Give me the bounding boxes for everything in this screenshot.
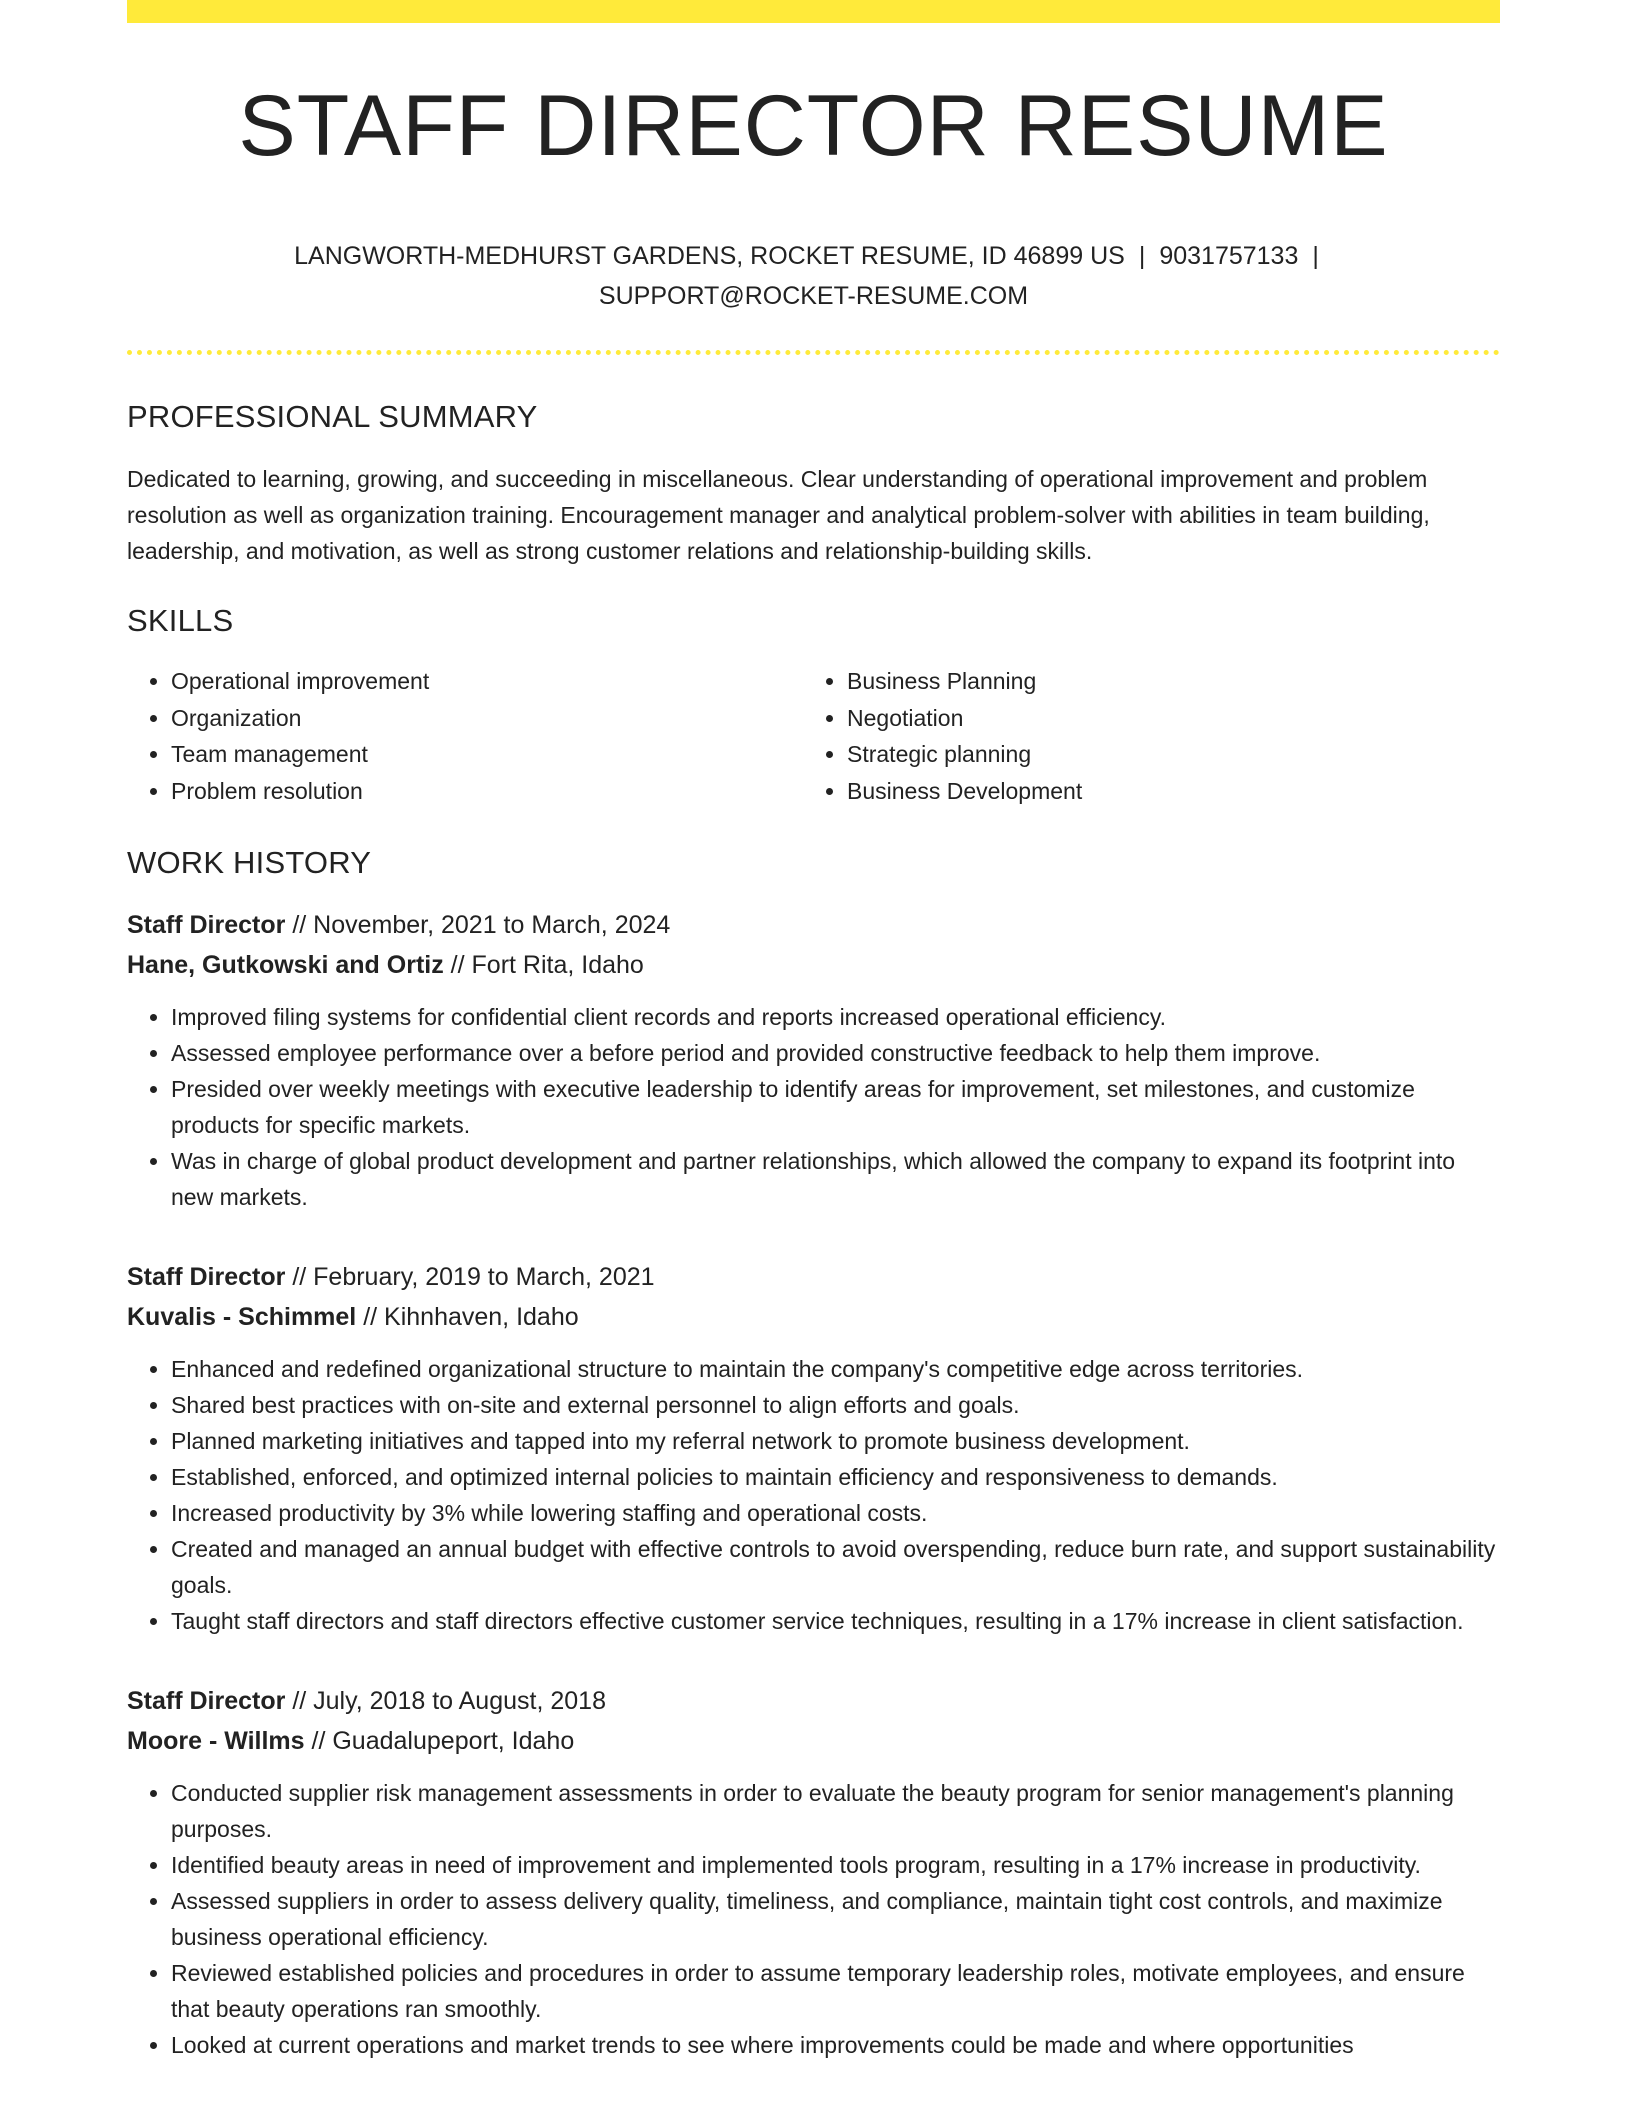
job-bullet: • Created and managed an annual budget with effective controls to avoid overspending, reduce burn rate, and support sustainability goals. [171, 1531, 1500, 1603]
dotted-divider [127, 350, 1500, 355]
job-bullet: • Increased productivity by 3% while lowering staffing and operational costs. [171, 1495, 1500, 1531]
job-dates: // February, 2019 to March, 2021 [285, 1263, 655, 1291]
skill-item: • Organization [171, 700, 803, 737]
job-bullet: • Looked at current operations and market trends to see where improvements could be made and where opportunities [171, 2027, 1500, 2063]
skills-heading: SKILLS [127, 603, 234, 638]
job-bullet: • Shared best practices with on-site and external personnel to align efforts and goals. [171, 1387, 1500, 1423]
job-title: Staff Director [127, 1687, 286, 1715]
job-bullet: • Assessed employee performance over a before period and provided constructive feedback to help them improve. [171, 1035, 1500, 1071]
skill-item: • Team management [171, 736, 803, 773]
job-bullet: • Improved filing systems for confidential client records and reports increased operational efficiency. [171, 999, 1500, 1035]
skill-item: • Strategic planning [847, 736, 1479, 773]
phone-text: 9031757133 [1159, 242, 1299, 270]
address-text: LANGWORTH-MEDHURST GARDENS, ROCKET RESUME, ID 46899 US [294, 242, 1125, 270]
skill-item: • Business Planning [847, 663, 1479, 700]
job-bullet: • Reviewed established policies and procedures in order to assume temporary leadership roles, motivate employees, and ensure that beauty operations ran smoothly. [171, 1955, 1500, 2027]
resume-page [127, 0, 1500, 2063]
job-bullet: • Planned marketing initiatives and tapped into my referral network to promote business development. [171, 1423, 1500, 1459]
job-bullet: • Identified beauty areas in need of improvement and implemented tools program, resulting in a 17% increase in productivity. [171, 1847, 1500, 1883]
job-entry [127, 1257, 1500, 1639]
contact-info [294, 236, 1334, 316]
job-bullet: • Established, enforced, and optimized internal policies to maintain efficiency and responsiveness to demands. [171, 1459, 1500, 1495]
job-location: // Fort Rita, Idaho [443, 951, 644, 979]
job-company: Moore - Willms [127, 1727, 305, 1755]
skill-item: • Business Development [847, 773, 1479, 810]
work-history-heading: WORK HISTORY [127, 845, 372, 880]
job-title: Staff Director [127, 911, 286, 939]
skills-columns [127, 663, 1500, 809]
summary-text: Dedicated to learning, growing, and succeeding in miscellaneous. Clear understanding of operational improvement and problem resolution as well as organization training. Encouragement manager and analytical problem-solver with abilities in team building, leadership, and motivation, as well as strong customer relations and relationship-building skills. [127, 466, 1430, 564]
skills-list-right [803, 663, 1479, 809]
skills-list-left [127, 663, 803, 809]
job-title: Staff Director [127, 1263, 286, 1291]
job-company-line [127, 1721, 1500, 1761]
skill-item: • Negotiation [847, 700, 1479, 737]
job-bullets [127, 1775, 1500, 2063]
job-bullets [127, 999, 1500, 1215]
contact-separator: | [1312, 242, 1319, 270]
accent-top-bar [127, 0, 1500, 23]
job-company-line [127, 945, 1500, 985]
job-title-line [127, 1681, 1500, 1721]
skill-item: • Operational improvement [171, 663, 803, 700]
resume-title: STAFF DIRECTOR RESUME [238, 78, 1389, 174]
job-dates: // July, 2018 to August, 2018 [285, 1687, 606, 1715]
job-bullet: • Taught staff directors and staff directors effective customer service techniques, resulting in a 17% increase in client satisfaction. [171, 1603, 1500, 1639]
job-location: // Guadalupeport, Idaho [304, 1727, 575, 1755]
job-entry [127, 905, 1500, 1215]
skill-item: • Problem resolution [171, 773, 803, 810]
job-bullet: • Assessed suppliers in order to assess delivery quality, timeliness, and compliance, maintain tight cost controls, and maximize business operational efficiency. [171, 1883, 1500, 1955]
job-bullets [127, 1351, 1500, 1639]
job-bullet: • Presided over weekly meetings with executive leadership to identify areas for improvement, set milestones, and customize products for specific markets. [171, 1071, 1500, 1143]
job-location: // Kihnhaven, Idaho [356, 1303, 579, 1331]
job-title-line [127, 905, 1500, 945]
email-text: SUPPORT@ROCKET-RESUME.COM [598, 282, 1029, 310]
job-bullet: • Conducted supplier risk management assessments in order to evaluate the beauty program for senior management's planning purposes. [171, 1775, 1500, 1847]
job-title-line [127, 1257, 1500, 1297]
contact-separator: | [1138, 242, 1146, 270]
job-bullet: • Enhanced and redefined organizational structure to maintain the company's competitive edge across territories. [171, 1351, 1500, 1387]
job-bullet: • Was in charge of global product development and partner relationships, which allowed the company to expand its footprint into new markets. [171, 1143, 1500, 1215]
job-entry [127, 1681, 1500, 2063]
job-company-line [127, 1297, 1500, 1337]
job-company: Kuvalis - Schimmel [127, 1303, 357, 1331]
job-company: Hane, Gutkowski and Ortiz [127, 951, 444, 979]
job-dates: // November, 2021 to March, 2024 [285, 911, 671, 939]
summary-heading: PROFESSIONAL SUMMARY [127, 399, 538, 434]
